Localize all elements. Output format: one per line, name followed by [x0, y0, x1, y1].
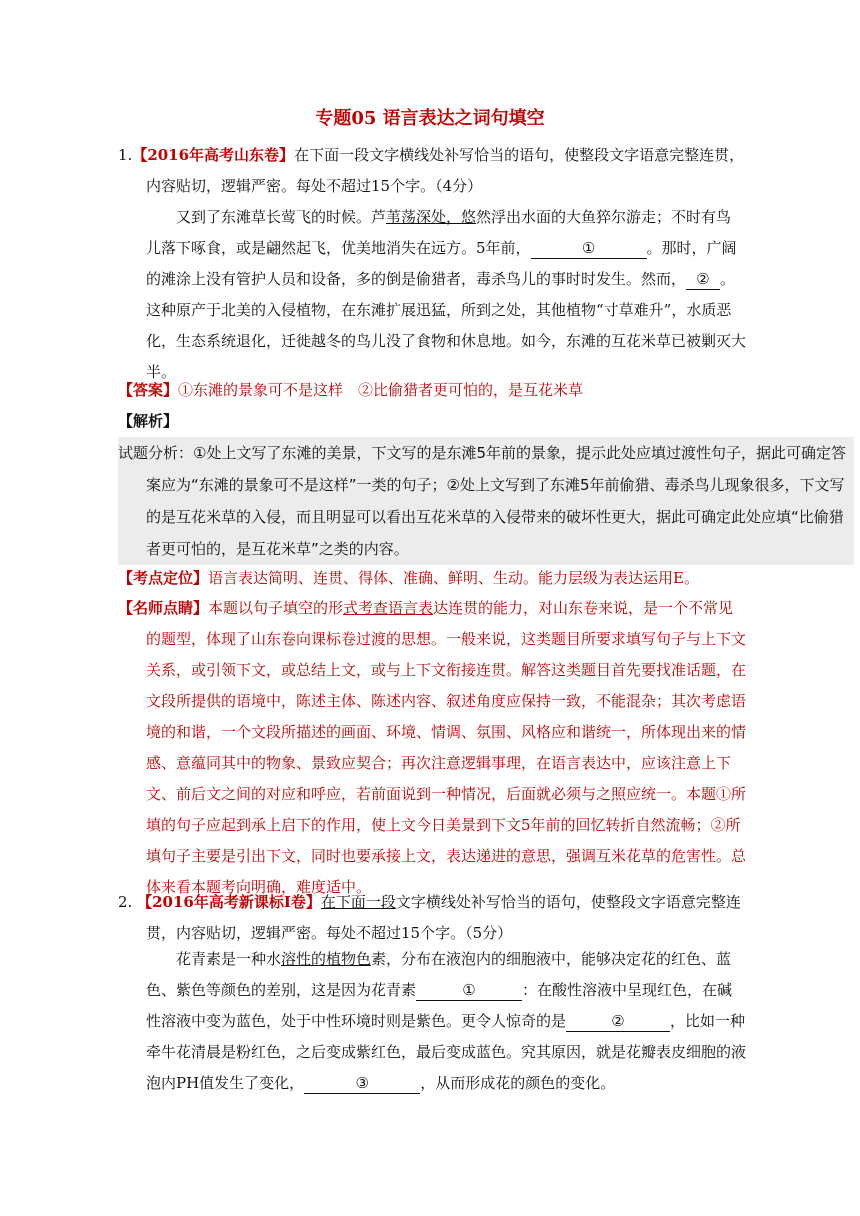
question-2-text: 文字横线处补写恰当的语句，使整段文字语意完整连贯，内容贴切，逻辑严密。每处不超过15个字。（5分） [146, 893, 741, 942]
question-1-passage [118, 202, 746, 388]
question-2-source: 【2016年高考新课标Ⅰ卷】 [137, 893, 321, 911]
passage-underlined-text: 溶性的植物色 [281, 950, 372, 968]
question-2-underlined-text: 在下面一段 [320, 893, 396, 911]
analysis-text: 试题分析：①处上文写了东滩的美景，下文写的是东滩5年前的景象，提示此处应填过渡性句子，据此可确定答案应为“东滩的景象可不是这样”一类的句子；②处上文写到了东滩5年前偷猎、毒杀鸟儿现象很多，下文写的是互花米草的入侵，而且明显可以看出互花米草的入侵带来的破坏性更大，据此可确定此处应填“比偷猎者更可怕的，是互花米草”之类的内容。 [118, 437, 854, 565]
passage-text: 又到了东滩草长莺飞的时候。芦 [176, 208, 387, 226]
passage-text: ，比如一种牵牛花清晨是粉红色，之后变成紫红色，最后变成蓝色。究其原因，就是花瓣表皮细胞的液泡内PH值发生了变化， [146, 1012, 747, 1092]
page-title: 专题05 语言表达之词句填空 [315, 108, 545, 129]
passage-text: ，从而形成花的颜色的变化。 [420, 1074, 616, 1092]
kaodian-section [118, 563, 758, 594]
analysis-label: 【解析】 [118, 412, 179, 430]
passage-text: 。那时，广阔的滩涂上没有管护人员和设备，多的倒是偷猎者，毒杀鸟儿的事时时发生。然而， [146, 239, 737, 288]
answer-section [118, 375, 718, 406]
passage-text: 。这种原产于北美的入侵植物，在东滩扩展迅猛，所到之处，其他植物“寸草难升”，水质恶化，生态系统退化，迁徙越冬的鸟儿没了食物和休息地。如今，东滩的互花米草已被剿灭大半。 [146, 270, 747, 381]
question-1-number: 1. [118, 146, 133, 164]
mingshi-text: 达连贯的能力，对山东卷来说，是一个不常见的题型，体现了山东卷向课标卷过渡的思想。一般来说，这类题目所要求填写句子与上下文关系，或引领下文，或总结上文，或与上下文衔接连贯。解答这类题目首先要找准话题，在文段所提供的语境中，陈述主体、陈述内容、叙述角度应保持一致，不能混杂；其次考虑语境的和谐，一个文段所描述的画面、环境、情调、氛围、风格应和谐统一，所体现出来的情感、意蕴同其中的物象、景致应契合；再次注意逻辑事理，在语言表达中，应该注意上下文、前后文之间的对应和呼应，若前面说到一种情况，后面就必须与之照应统一。本题①所填的句子应起到承上启下的作用，使上文今日美景到下文5年前的回忆转折自然流畅；②所填句子主要是引出下文，同时也要承接上文，表达递进的意思，强调互米花草的危害性。总体来看本题考向明确，难度适中。 [146, 599, 747, 896]
blank-2[interactable]: ② [686, 269, 720, 290]
question-2-passage [118, 944, 746, 1099]
passage-underlined-text: 苇荡深处，悠 [386, 208, 477, 226]
blank-1[interactable]: ① [531, 238, 647, 259]
mingshi-text: 本题以句子填空的形 [208, 599, 344, 617]
question-2-prompt [118, 887, 746, 949]
kaodian-label: 【考点定位】 [118, 569, 209, 587]
answer-text: ①东滩的景象可不是这样 ②比偷猎者更可怕的，是互花米草 [178, 381, 584, 399]
passage-text: 然浮出水面的大鱼猝尔游走；不时有鸟儿落下啄食，或是翩然起飞，优美地消失在远方。5年前， [146, 208, 732, 257]
kaodian-text: 语言表达简明、连贯、得体、准确、鲜明、生动。能力层级为表达运用E。 [208, 569, 699, 587]
question-1-source: 【2016年高考山东卷】 [132, 146, 295, 164]
passage-text: 素，分布在液泡内的细胞液中，能够决定花的红色、蓝色、紫色等颜色的差别，这是因为花青素 [146, 950, 732, 999]
blank-2[interactable]: ② [566, 1011, 670, 1032]
mingshi-underlined-text: 式考查语言表 [343, 599, 434, 617]
question-1-text: 在下面一段文字横线处补写恰当的语句，使整段文字语意完整连贯，内容贴切，逻辑严密。每处不超过15个字。（4分） [146, 146, 745, 195]
question-1-prompt [118, 140, 746, 202]
blank-1[interactable]: ① [416, 980, 522, 1001]
passage-text: ：在酸性溶液中呈现红色，在碱性溶液中变为蓝色，处于中性环境时则是紫色。更令人惊奇的是 [146, 981, 733, 1030]
mingshi-label: 【名师点睛】 [118, 599, 209, 617]
question-2-number: 2. [118, 893, 133, 911]
passage-text: 花青素是一种水 [176, 950, 282, 968]
answer-label: 【答案】 [118, 381, 179, 399]
blank-3[interactable]: ③ [304, 1073, 420, 1094]
mingshi-section [118, 593, 746, 903]
